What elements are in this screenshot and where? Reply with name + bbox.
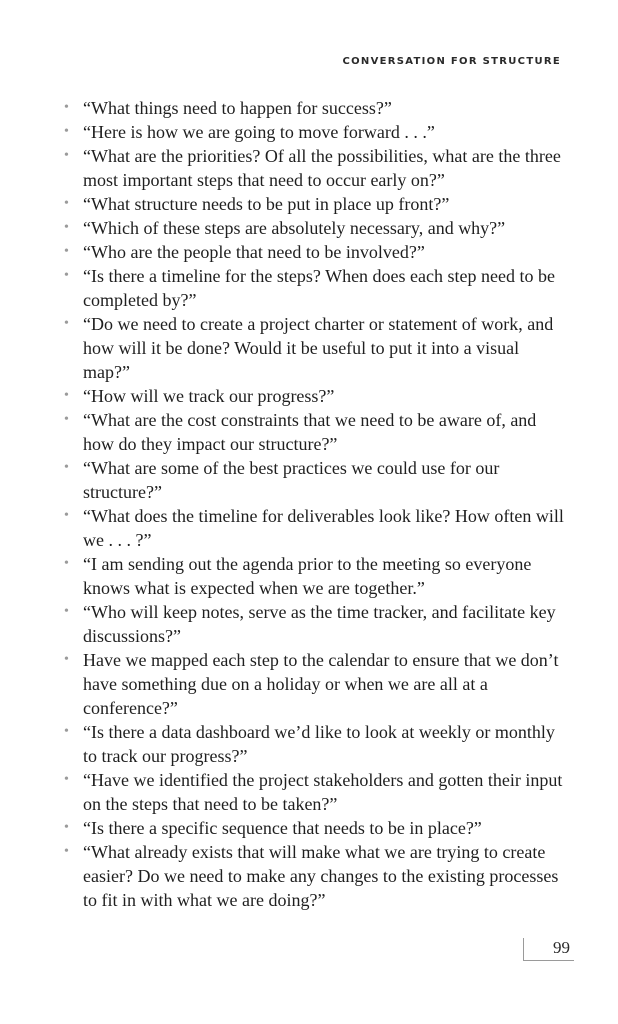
question-text: “What are some of the best practices we could use for our structure?” (83, 458, 500, 502)
question-text: “How will we track our progress?” (83, 386, 335, 406)
question-text: “What are the priorities? Of all the possibilities, what are the three most important steps that need to occur early on?” (83, 146, 561, 190)
question-text: “Is there a data dashboard we’d like to look at weekly or monthly to track our progress?” (83, 722, 555, 766)
question-text: “Here is how we are going to move forward . . .” (83, 122, 435, 142)
list-item (64, 768, 564, 816)
bullet-icon: • (64, 772, 69, 787)
bullet-icon: • (64, 412, 69, 427)
list-item (64, 384, 564, 408)
list-item (64, 816, 564, 840)
bullet-icon: • (64, 148, 69, 163)
bullet-icon: • (64, 724, 69, 739)
question-text: “I am sending out the agenda prior to the meeting so everyone knows what is expected when we are together.” (83, 554, 532, 598)
question-text: Have we mapped each step to the calendar to ensure that we don’t have something due on a holiday or when we are all at a conference?” (83, 650, 559, 718)
question-text: “What things need to happen for success?” (83, 98, 392, 118)
list-item (64, 120, 564, 144)
list-item (64, 552, 564, 600)
question-text: “Is there a timeline for the steps? When does each step need to be completed by?” (83, 266, 555, 310)
bullet-icon: • (64, 268, 69, 283)
bullet-icon: • (64, 652, 69, 667)
question-text: “Is there a specific sequence that needs to be in place?” (83, 818, 482, 838)
list-item (64, 216, 564, 240)
question-text: “Who will keep notes, serve as the time tracker, and facilitate key discussions?” (83, 602, 556, 646)
list-item (64, 240, 564, 264)
bullet-icon: • (64, 460, 69, 475)
bullet-icon: • (64, 196, 69, 211)
question-text: “Do we need to create a project charter or statement of work, and how will it be done? Would it be useful to put it into a visual map?” (83, 314, 554, 382)
bullet-icon: • (64, 316, 69, 331)
question-text: “What structure needs to be put in place up front?” (83, 194, 450, 214)
bullet-icon: • (64, 820, 69, 835)
list-item (64, 504, 564, 552)
bullet-icon: • (64, 124, 69, 139)
bullet-icon: • (64, 844, 69, 859)
list-item (64, 720, 564, 768)
list-item (64, 96, 564, 120)
list-item (64, 144, 564, 192)
question-text: “Who are the people that need to be involved?” (83, 242, 425, 262)
bullet-icon: • (64, 244, 69, 259)
bullet-icon: • (64, 388, 69, 403)
question-text: “Have we identified the project stakeholders and gotten their input on the steps that need to be taken?” (83, 770, 563, 814)
list-item (64, 408, 564, 456)
bullet-icon: • (64, 604, 69, 619)
list-item (64, 456, 564, 504)
question-text: “Which of these steps are absolutely necessary, and why?” (83, 218, 506, 238)
list-item (64, 264, 564, 312)
bullet-icon: • (64, 220, 69, 235)
bullet-icon: • (64, 508, 69, 523)
list-item (64, 312, 564, 384)
page-number: 99 (523, 938, 574, 961)
running-head-title: CONVERSATION FOR STRUCTURE (342, 56, 561, 67)
list-item (64, 840, 564, 912)
question-text: “What are the cost constraints that we need to be aware of, and how do they impact our structure?” (83, 410, 537, 454)
bullet-icon: • (64, 100, 69, 115)
list-item (64, 600, 564, 648)
list-item (64, 192, 564, 216)
question-text: “What already exists that will make what we are trying to create easier? Do we need to make any changes to the existing processes to fit in with what we are doing?” (83, 842, 559, 910)
question-list (64, 96, 564, 912)
list-item (64, 648, 564, 720)
bullet-icon: • (64, 556, 69, 571)
question-text: “What does the timeline for deliverables look like? How often will we . . . ?” (83, 506, 564, 550)
